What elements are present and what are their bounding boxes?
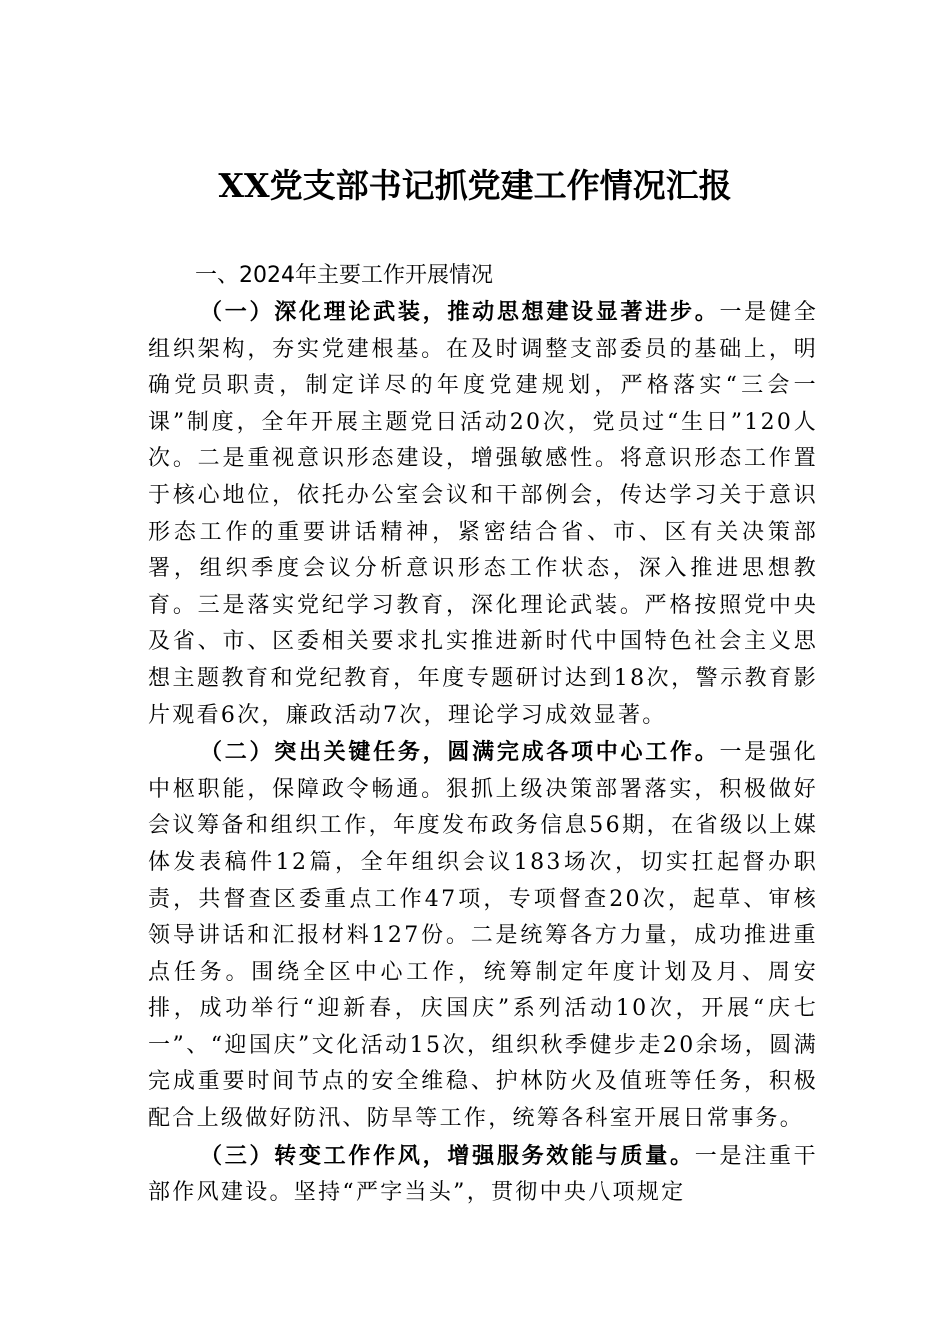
document-title: XX党支部书记抓党建工作情况汇报 bbox=[218, 166, 732, 205]
paragraph-3 bbox=[148, 1138, 818, 1212]
paragraph-1-text: 一是健全组织架构，夯实党建根基。在及时调整支部委员的基础上，明确党员职责，制定详尽的年度党建规划，严格落实“三会一课”制度，全年开展主题党日活动20次，党员过“生日”120人次。二是重视意识形态建设，增强敏感性。将意识形态工作置于核心地位，依托办公室会议和干部例会，传达学习关于意识形态工作的重要讲话精神，紧密结合省、市、区有关决策部署，组织季度会议分析意识形态工作状态，深入推进思想教育。三是落实党纪学习教育，深化理论武装。严格按照党中央及省、市、区委相关要求扎实推进新时代中国特色社会主义思想主题教育和党纪教育，年度专题研讨达到18次，警示教育影片观看6次，廉政活动7次，理论学习成效显著。 bbox=[148, 300, 818, 728]
paragraph-1 bbox=[148, 294, 818, 734]
paragraph-2-subhead: （二）突出关键任务，圆满完成各项中心工作。 bbox=[200, 739, 720, 766]
paragraph-2 bbox=[148, 734, 818, 1138]
section-heading: 一、2024年主要工作开展情况 bbox=[195, 263, 493, 288]
paragraph-1-subhead: （一）深化理论武装，推动思想建设显著进步。 bbox=[200, 299, 720, 325]
paragraph-2-text: 一是强化中枢职能，保障政令畅通。狠抓上级决策部署落实，积极做好会议筹备和组织工作，年度发布政务信息56期，在省级以上媒体发表稿件12篇，全年组织会议183场次，切实扛起督办职责，共督查区委重点工作47项，专项督查20次，起草、审核领导讲话和汇报材料127份。二是统筹各方力量，成功推进重点任务。围绕全区中心工作，统筹制定年度计划及月、周安排，成功举行“迎新春，庆国庆”系列活动10次，开展“庆七一”、“迎国庆”文化活动15次，组织秋季健步走20余场，圆满完成重要时间节点的安全维稳、护林防火及值班等任务，积极配合上级做好防汛、防旱等工作，统筹各科室开展日常事务。 bbox=[148, 740, 818, 1132]
paragraph-3-text: 一是注重干部作风建设。坚持“严字当头”，贯彻中央八项规定 bbox=[148, 1143, 818, 1206]
document-body bbox=[148, 258, 818, 1212]
paragraph-3-subhead: （三）转变工作作风，增强服务效能与质量。 bbox=[200, 1142, 695, 1169]
